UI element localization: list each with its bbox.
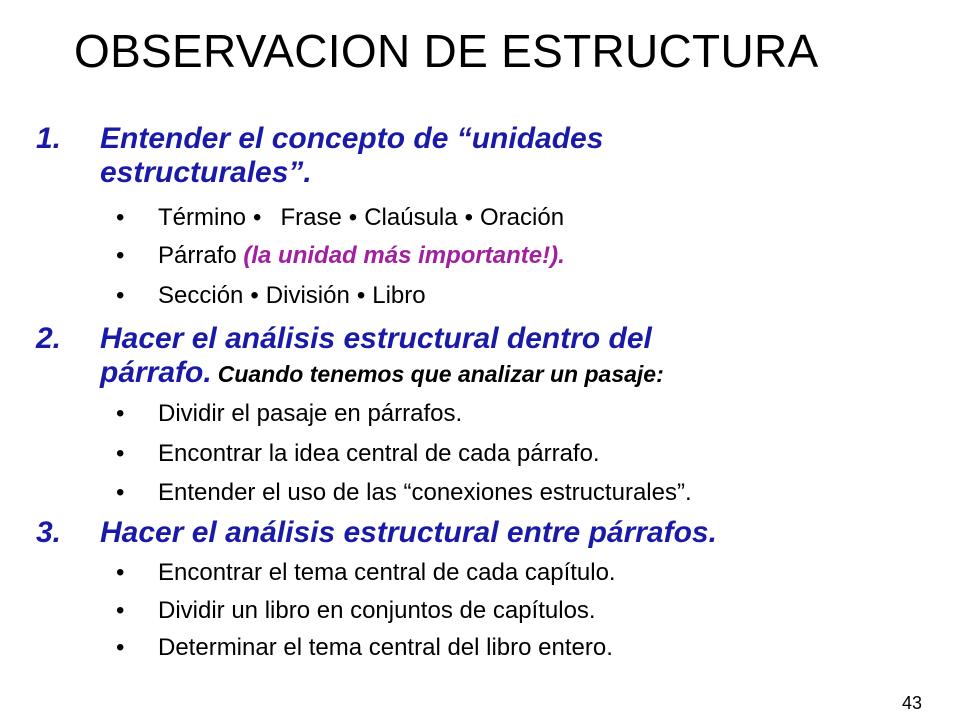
slide-title: OBSERVACION DE ESTRUCTURA bbox=[74, 25, 819, 77]
section-1-heading bbox=[100, 122, 603, 190]
unit-libro: Libro bbox=[372, 282, 426, 309]
unit-list-large: Sección • División • Libro bbox=[158, 282, 426, 309]
section-2-heading bbox=[100, 322, 664, 391]
section-2-heading-line-2: párrafo. bbox=[100, 356, 212, 389]
unit-seccion: Sección bbox=[158, 282, 244, 309]
page-number: 43 bbox=[902, 693, 923, 713]
bullet: • bbox=[116, 634, 125, 661]
section-3-item: Dividir un libro en conjuntos de capítulos. bbox=[158, 597, 596, 624]
bullet: • bbox=[116, 400, 125, 427]
bullet: • bbox=[116, 479, 125, 506]
unit-paragraph bbox=[158, 242, 565, 270]
section-1-heading-line-2: estructurales”. bbox=[100, 156, 312, 189]
section-2-item: Encontrar la idea central de cada párrafo. bbox=[158, 440, 600, 467]
bullet: • bbox=[116, 282, 125, 309]
unit-clausula: Claúsula bbox=[364, 204, 458, 231]
section-3-number: 3. bbox=[36, 516, 62, 549]
unit-parrafo: Párrafo bbox=[158, 242, 237, 269]
section-2-number: 2. bbox=[36, 322, 62, 355]
unit-parrafo-note: (la unidad más importante!). bbox=[243, 242, 565, 269]
section-3-item: Encontrar el tema central de cada capítulo. bbox=[158, 559, 616, 586]
bullet: • bbox=[116, 440, 125, 467]
unit-division: División bbox=[265, 282, 350, 309]
bullet: • bbox=[116, 204, 125, 231]
section-2-item: Dividir el pasaje en párrafos. bbox=[158, 400, 463, 427]
unit-frase: Frase bbox=[280, 204, 342, 231]
section-2-heading-tail: Cuando tenemos que analizar un pasaje: bbox=[217, 361, 664, 387]
bullet: • bbox=[116, 559, 125, 586]
bullet: • bbox=[116, 242, 125, 269]
section-3-heading: Hacer el análisis estructural entre párrafos. bbox=[100, 516, 717, 549]
unit-oracion: Oración bbox=[480, 204, 565, 231]
section-2-heading-line-1: Hacer el análisis estructural dentro del bbox=[100, 322, 652, 355]
bullet: • bbox=[116, 597, 125, 624]
section-1-heading-line-1: Entender el concepto de “unidades bbox=[100, 122, 604, 155]
section-1-number: 1. bbox=[36, 122, 62, 155]
unit-list-small: Término • Frase • Claúsula • Oración bbox=[158, 204, 565, 231]
unit-termino: Término bbox=[158, 204, 247, 231]
section-2-item: Entender el uso de las “conexiones estructurales”. bbox=[158, 479, 692, 506]
section-3-item: Determinar el tema central del libro entero. bbox=[158, 634, 613, 661]
